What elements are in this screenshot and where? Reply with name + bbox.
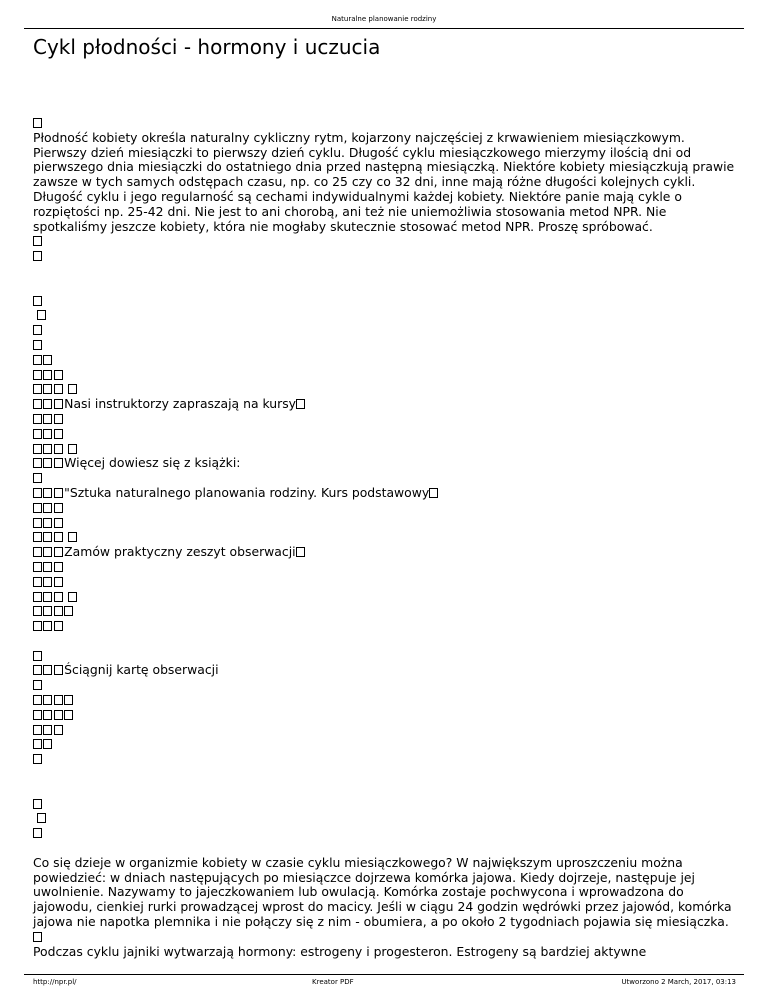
missing-glyph-icon	[33, 606, 42, 616]
missing-glyph-icon	[37, 310, 46, 320]
missing-glyph-icon	[54, 399, 63, 409]
box-line	[33, 693, 740, 708]
missing-glyph-icon	[33, 532, 42, 542]
missing-glyph-icon	[33, 503, 42, 513]
missing-glyph-icon	[33, 118, 42, 128]
missing-glyph-icon	[33, 325, 42, 335]
box-line	[33, 797, 740, 812]
article-body	[33, 116, 740, 959]
missing-glyph-icon	[43, 429, 52, 439]
book-link-line[interactable]	[33, 486, 740, 501]
box-line	[33, 249, 740, 264]
missing-glyph-icon	[54, 710, 63, 720]
cycle-paragraph-text: Co się dzieje w organizmie kobiety w czasie cyklu miesiączkowego? W największym uproszczeniu można powiedzieć: w dniach następujących po miesiączce dojrzewa komórka jajowa. Kiedy dojrzeje, następuje jej uwolnienie. Nazywamy to jajeczkowaniem lub owulacją. Komórka zostaje pochwycona i wprowadzona do jajowodu, cienkiej rurki prowadzącej wprost do macicy. Jeśli w ciągu 24 godzin wędrówki przez jajowód, komórka jajowa nie napotka plemnika i nie połączy się z nim - obumiera, a po około 2 tygodniach pojawia się miesiączka.	[33, 854, 732, 930]
missing-glyph-icon	[43, 621, 52, 631]
box-line	[33, 234, 740, 249]
order-notebook-link[interactable]: Zamów praktyczny zeszyt obserwacji	[64, 544, 296, 560]
missing-glyph-icon	[33, 754, 42, 764]
missing-glyph-icon	[33, 340, 42, 350]
missing-glyph-icon	[33, 828, 42, 838]
missing-glyph-icon	[43, 665, 52, 675]
box-line	[33, 501, 740, 516]
box-line	[33, 412, 740, 427]
missing-glyph-icon	[33, 695, 42, 705]
missing-glyph-icon	[33, 651, 42, 661]
missing-glyph-icon	[43, 532, 52, 542]
missing-glyph-icon	[54, 414, 63, 424]
missing-glyph-icon	[43, 725, 52, 735]
box-line	[33, 294, 740, 309]
missing-glyph-icon	[54, 592, 63, 602]
missing-glyph-icon	[43, 414, 52, 424]
missing-glyph-icon	[43, 444, 52, 454]
missing-glyph-icon	[43, 384, 52, 394]
missing-glyph-icon	[43, 399, 52, 409]
missing-glyph-icon	[33, 296, 42, 306]
footer-url[interactable]: http://npr.pl/	[33, 978, 77, 986]
download-chart-line[interactable]	[33, 663, 740, 678]
missing-glyph-icon	[33, 355, 42, 365]
box-line	[33, 752, 740, 767]
missing-glyph-icon	[33, 384, 42, 394]
missing-glyph-icon	[68, 592, 77, 602]
missing-glyph-icon	[33, 739, 42, 749]
missing-glyph-icon	[54, 725, 63, 735]
missing-glyph-icon	[43, 355, 52, 365]
missing-glyph-icon	[64, 710, 73, 720]
box-line	[33, 590, 740, 605]
missing-glyph-icon	[54, 518, 63, 528]
box-line	[33, 811, 740, 826]
missing-glyph-icon	[54, 665, 63, 675]
missing-glyph-icon	[33, 725, 42, 735]
missing-glyph-icon	[54, 458, 63, 468]
missing-glyph-icon	[33, 473, 42, 483]
missing-glyph-icon	[33, 414, 42, 424]
missing-glyph-icon	[54, 532, 63, 542]
missing-glyph-icon	[33, 370, 42, 380]
missing-glyph-icon	[33, 562, 42, 572]
missing-glyph-icon	[43, 488, 52, 498]
box-line	[33, 560, 740, 575]
missing-glyph-icon	[33, 444, 42, 454]
missing-glyph-icon	[54, 606, 63, 616]
box-line	[33, 471, 740, 486]
missing-glyph-icon	[68, 444, 77, 454]
box-line	[33, 353, 740, 368]
missing-glyph-icon	[43, 503, 52, 513]
missing-glyph-icon	[54, 621, 63, 631]
hormones-paragraph: Podczas cyklu jajniki wytwarzają hormony: estrogeny i progesteron. Estrogeny są bardziej aktywne	[33, 943, 647, 959]
box-line	[33, 619, 740, 634]
page-header	[24, 14, 744, 29]
box-line	[33, 308, 740, 323]
missing-glyph-icon	[54, 547, 63, 557]
box-line	[33, 708, 740, 723]
missing-glyph-icon	[43, 518, 52, 528]
page-footer	[24, 974, 744, 988]
missing-glyph-icon	[64, 695, 73, 705]
missing-glyph-icon	[54, 488, 63, 498]
missing-glyph-icon	[33, 399, 42, 409]
missing-glyph-icon	[54, 384, 63, 394]
box-line	[33, 516, 740, 531]
missing-glyph-icon	[33, 665, 42, 675]
intro-paragraph: Płodność kobiety określa naturalny cykliczny rytm, kojarzony najczęściej z krwawieniem miesiączkowym. Pierwszy dzień miesiączki to pierwszy dzień cyklu. Długość cyklu miesiączkowego mierzymy ilością dni od pierwszego dnia miesiączki do ostatniego dnia przed następną miesiączką. Niektóre kobiety miesiączkują prawie zawsze w tych samych odstępach czasu, np. co 25 czy co 32 dni, inne mają różne długości kolejnych cykli. Długość cyklu i jego regularność są cechami indywidualnymi każdej kobiety. Niektóre panie mają cykle o rozpiętości np. 25-42 dni. Nie jest to ani chorobą, ani też nie uniemożliwia stosowania metod NPR. Nie spotkaliśmy jeszcze kobiety, która nie mogłaby skutecznie stosować metod NPR. Proszę spróbować.	[33, 129, 735, 234]
missing-glyph-icon	[33, 488, 42, 498]
page-title: Cykl płodności - hormony i uczucia	[33, 35, 381, 59]
missing-glyph-icon	[54, 577, 63, 587]
order-notebook-line[interactable]	[33, 545, 740, 560]
missing-glyph-icon	[33, 932, 42, 942]
box-line	[33, 737, 740, 752]
missing-glyph-icon	[43, 577, 52, 587]
missing-glyph-icon	[33, 458, 42, 468]
missing-glyph-icon	[54, 562, 63, 572]
missing-glyph-icon	[43, 562, 52, 572]
box-line	[33, 116, 740, 131]
site-title: Naturalne planowanie rodziny	[331, 15, 437, 23]
box-line	[33, 575, 740, 590]
box-line	[33, 368, 740, 383]
missing-glyph-icon	[33, 621, 42, 631]
missing-glyph-icon	[33, 680, 42, 690]
box-line	[33, 427, 740, 442]
instructors-link[interactable]: Nasi instruktorzy zapraszają na kursy	[64, 396, 296, 412]
box-line	[33, 323, 740, 338]
missing-glyph-icon	[43, 710, 52, 720]
box-line	[33, 678, 740, 693]
missing-glyph-icon	[43, 592, 52, 602]
box-line	[33, 649, 740, 664]
missing-glyph-icon	[33, 592, 42, 602]
box-line	[33, 723, 740, 738]
download-chart-link[interactable]: Ściągnij kartę obserwacji	[64, 662, 219, 678]
missing-glyph-icon	[296, 547, 305, 557]
missing-glyph-icon	[64, 606, 73, 616]
missing-glyph-icon	[37, 813, 46, 823]
box-line	[33, 530, 740, 545]
missing-glyph-icon	[33, 710, 42, 720]
missing-glyph-icon	[296, 399, 305, 409]
missing-glyph-icon	[43, 739, 52, 749]
missing-glyph-icon	[54, 429, 63, 439]
book-title-link[interactable]: "Sztuka naturalnego planowania rodziny. Kurs podstawowy	[64, 484, 430, 500]
missing-glyph-icon	[43, 458, 52, 468]
box-line	[33, 338, 740, 353]
box-line	[33, 442, 740, 457]
missing-glyph-icon	[43, 370, 52, 380]
box-line	[33, 382, 740, 397]
missing-glyph-icon	[33, 236, 42, 246]
missing-glyph-icon	[68, 532, 77, 542]
missing-glyph-icon	[54, 444, 63, 454]
missing-glyph-icon	[54, 503, 63, 513]
missing-glyph-icon	[43, 547, 52, 557]
more-books-line	[33, 456, 740, 471]
missing-glyph-icon	[33, 251, 42, 261]
missing-glyph-icon	[43, 606, 52, 616]
instructors-link-line[interactable]	[33, 397, 740, 412]
missing-glyph-icon	[43, 695, 52, 705]
footer-generator: Kreator PDF	[312, 978, 354, 986]
missing-glyph-icon	[54, 695, 63, 705]
cycle-paragraph	[33, 856, 740, 945]
missing-glyph-icon	[68, 384, 77, 394]
missing-glyph-icon	[33, 577, 42, 587]
missing-glyph-icon	[54, 370, 63, 380]
missing-glyph-icon	[33, 547, 42, 557]
missing-glyph-icon	[33, 429, 42, 439]
footer-created: Utworzono 2 March, 2017, 03:13	[621, 978, 736, 986]
missing-glyph-icon	[33, 518, 42, 528]
missing-glyph-icon	[33, 799, 42, 809]
box-line	[33, 604, 740, 619]
box-line	[33, 826, 740, 841]
missing-glyph-icon	[429, 488, 438, 498]
more-books-text: Więcej dowiesz się z książki:	[64, 455, 241, 471]
